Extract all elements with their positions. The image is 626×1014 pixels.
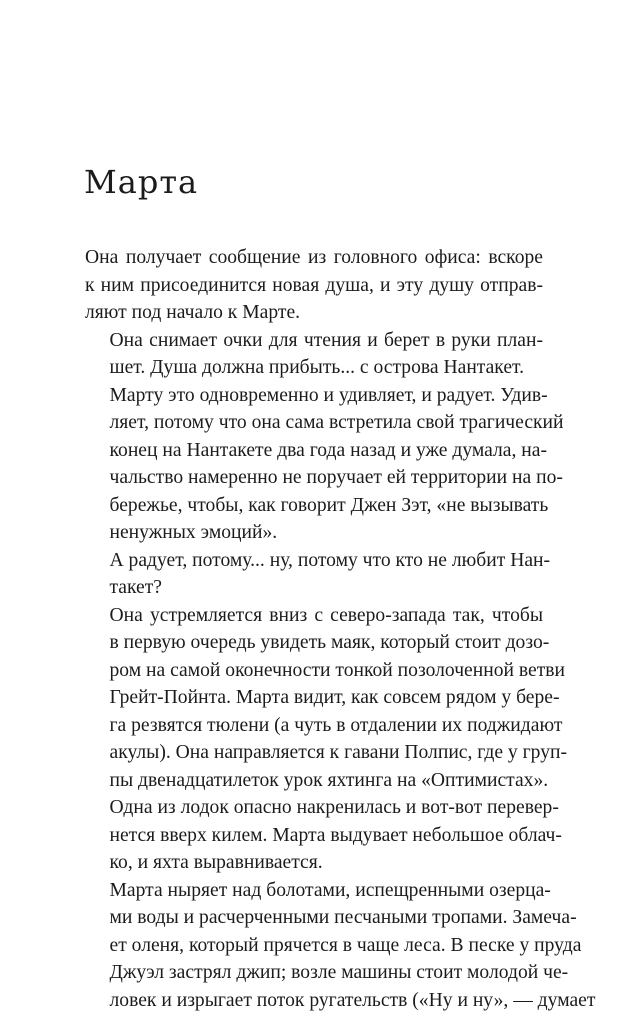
text-line: Джуэл застрял джип; возле машины стоит молодой че-	[85, 959, 543, 987]
text-line: А радует, потому... ну, потому что кто не любит Нан-	[85, 547, 543, 575]
paragraph	[85, 602, 543, 877]
text-line: ловек и изрыгает поток ругательств («Ну и ну», — думает	[85, 987, 543, 1014]
text-line: бережье, чтобы, как говорит Джен Зэт, «не вызывать	[85, 492, 543, 520]
text-line: чальство намеренно не поручает ей территории на по-	[85, 464, 543, 492]
text-line: ляет, потому что она сама встретила свой трагический	[85, 409, 543, 437]
text-line: ми воды и расчерченными песчаными тропами. Замеча-	[85, 904, 543, 932]
paragraph	[85, 327, 543, 382]
text-line: ром на самой оконечности тонкой позолоченной ветви	[85, 657, 543, 685]
text-line: Одна из лодок опасно накренилась и вот-вот перевер-	[85, 794, 543, 822]
text-line: Марта ныряет над болотами, испещренными озерца-	[85, 877, 543, 905]
text-line: конец на Нантакете два года назад и уже думала, на-	[85, 437, 543, 465]
text-line: в первую очередь увидеть маяк, который стоит дозо-	[85, 629, 543, 657]
text-line: ко, и яхта выравнивается.	[85, 849, 543, 877]
text-line: Марту это одновременно и удивляет, и радует. Удив-	[85, 382, 543, 410]
text-line: такет?	[85, 574, 543, 602]
text-line: ненужных эмоций».	[85, 519, 543, 547]
text-line: к ним присоединится новая душа, и эту душу отправ-	[85, 272, 543, 300]
paragraph	[85, 382, 543, 547]
text-line: пы двенадцатилеток урок яхтинга на «Оптимистах».	[85, 767, 543, 795]
text-line: нется вверх килем. Марта выдувает небольшое облач-	[85, 822, 543, 850]
text-line: ляют под начало к Марте.	[85, 299, 543, 327]
text-line: шет. Душа должна прибыть... с острова Нантакет.	[85, 354, 543, 382]
text-line: га резвятся тюлени (а чуть в отдалении их поджидают	[85, 712, 543, 740]
text-line: Она снимает очки для чтения и берет в руки план-	[85, 327, 543, 355]
text-line: Она получает сообщение из головного офиса: вскоре	[85, 244, 543, 272]
paragraph	[85, 877, 543, 1014]
text-line: Грейт-Пойнта. Марта видит, как совсем рядом у бере-	[85, 684, 543, 712]
paragraph	[85, 547, 543, 602]
body-text	[85, 244, 543, 1014]
text-line: ет оленя, который прячется в чаще леса. В песке у пруда	[85, 932, 543, 960]
text-line: Она устремляется вниз с северо-запада так, чтобы	[85, 602, 543, 630]
paragraph	[85, 244, 543, 327]
chapter-title: Марта	[84, 160, 198, 204]
text-line: акулы). Она направляется к гавани Полпис, где у груп-	[85, 739, 543, 767]
